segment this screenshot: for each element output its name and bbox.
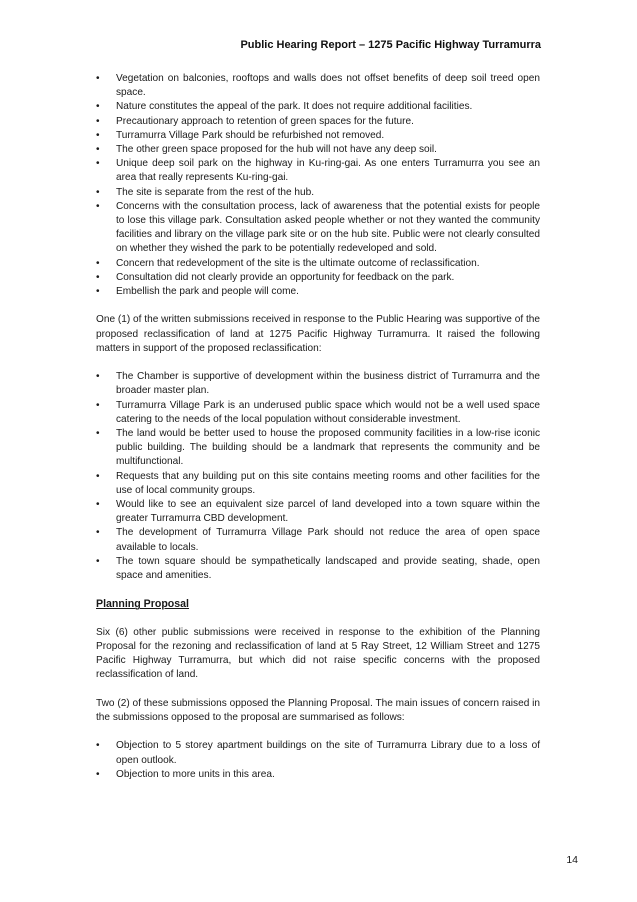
objection-list — [96, 72, 540, 299]
list-item: • The site is separate from the rest of the hub. — [96, 186, 540, 200]
list-item: • Embellish the park and people will come. — [96, 285, 540, 299]
list-item: • Would like to see an equivalent size parcel of land developed into a town square within the greater Turramurra CBD development. — [96, 498, 540, 526]
list-item: • Objection to more units in this area. — [96, 768, 540, 782]
list-item: • The land would be better used to house the proposed community facilities in a low-rise iconic public building. The building should be a landmark that represents the community and be multifunctional. — [96, 427, 540, 470]
list-item: • Unique deep soil park on the highway in Ku-ring-gai. As one enters Turramurra you see an area that really represents Ku-ring-gai. — [96, 157, 540, 185]
list-item: • Objection to 5 storey apartment buildings on the site of Turramurra Library due to a loss of open outlook. — [96, 739, 540, 767]
exhibition-paragraph: Six (6) other public submissions were received in response to the exhibition of the Planning Proposal for the rezoning and reclassification of land at 5 Ray Street, 12 William Street and 1275 Pacific Highway Turramurra, but which did not raise specific concerns with the proposed reclassification of land. — [96, 626, 540, 681]
document-body — [96, 72, 540, 782]
list-item: • Turramurra Village Park should be refurbished not removed. — [96, 129, 540, 143]
opposition-list — [96, 739, 540, 782]
page-number: 14 — [566, 854, 578, 866]
list-item: • The development of Turramurra Village Park should not reduce the area of open space available to locals. — [96, 526, 540, 554]
support-paragraph: One (1) of the written submissions received in response to the Public Hearing was supportive of the proposed reclassification of land at 1275 Pacific Highway Turramurra. It raised the following matters in support of the proposed reclassification: — [96, 314, 540, 354]
support-list — [96, 370, 540, 583]
list-item: • Concern that redevelopment of the site is the ultimate outcome of reclassification. — [96, 257, 540, 271]
page-header: Public Hearing Report – 1275 Pacific Highway Turramurra — [240, 39, 541, 51]
list-item: • Nature constitutes the appeal of the park. It does not require additional facilities. — [96, 100, 540, 114]
list-item: • Requests that any building put on this site contains meeting rooms and other facilities for the use of local community groups. — [96, 470, 540, 498]
list-item: • The town square should be sympathetically landscaped and provide seating, shade, open space and amenities. — [96, 555, 540, 583]
list-item: • Turramurra Village Park is an underused public space which would not be a well used space catering to the needs of the local population without considerable investment. — [96, 399, 540, 427]
list-item: • The other green space proposed for the hub will not have any deep soil. — [96, 143, 540, 157]
list-item: • The Chamber is supportive of development within the business district of Turramurra and the broader master plan. — [96, 370, 540, 398]
list-item: • Concerns with the consultation process, lack of awareness that the potential exists for people to lose this village park. Consultation asked people whether or not they wanted the community facilities and library on the village park site or on the hub site. Public were not clearly consulted on whether they wished the park to be potentially redeveloped and sold. — [96, 200, 540, 257]
list-item: • Vegetation on balconies, rooftops and walls does not offset benefits of deep soil treed open space. — [96, 72, 540, 100]
section-heading: Planning Proposal — [96, 598, 190, 611]
list-item: • Precautionary approach to retention of green spaces for the future. — [96, 115, 540, 129]
opposition-paragraph: Two (2) of these submissions opposed the Planning Proposal. The main issues of concern raised in the submissions opposed to the proposal are summarised as follows: — [96, 697, 540, 724]
list-item: • Consultation did not clearly provide an opportunity for feedback on the park. — [96, 271, 540, 285]
